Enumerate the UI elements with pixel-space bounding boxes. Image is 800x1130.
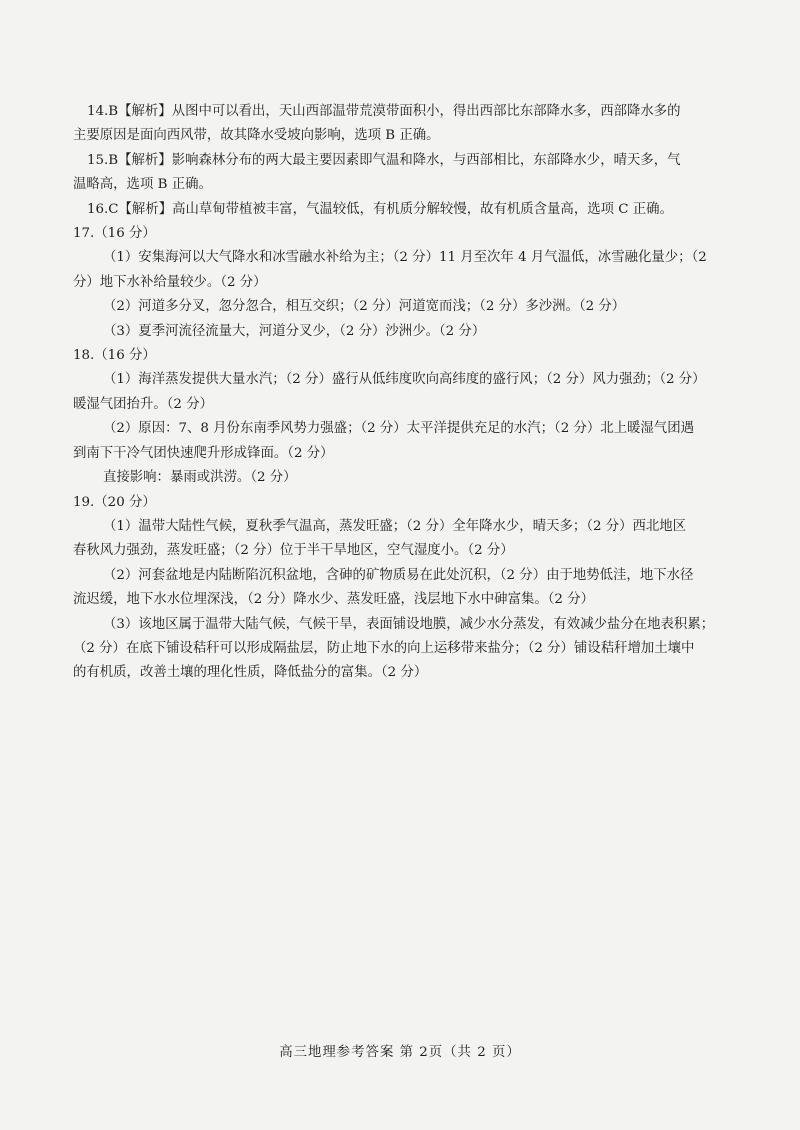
text-line: （1）安集海河以大气降水和冰雪融水补给为主；（2 分）11 月至次年 4 月气温低，冰雪融化量少；（2 — [103, 250, 707, 266]
answer-17-3 — [73, 320, 727, 344]
answer-16 — [73, 198, 727, 222]
answer-18-2 — [73, 417, 727, 466]
text-line: （3）该地区属于温带大陆气候，气候干旱，表面铺设地膜，减少水分蒸发，有效减少盐分在地表积累； — [103, 616, 715, 632]
answer-19-3 — [73, 613, 727, 686]
text-line: （1）海洋蒸发提供大量水汽；（2 分）盛行从低纬度吹向高纬度的盛行风；（2 分）风力强劲；（2 分） — [103, 372, 706, 388]
answer-17-2 — [73, 295, 727, 319]
text-line: 18.（16 分） — [73, 348, 156, 364]
answer-content — [73, 100, 727, 686]
answer-19-2 — [73, 564, 727, 613]
text-line: （2）河套盆地是内陆断陷沉积盆地，含砷的矿物质易在此处沉积，（2 分）由于地势低洼，地下水径 — [103, 567, 694, 583]
text-line: 春秋风力强劲，蒸发旺盛；（2 分）位于半干旱地区，空气湿度小。（2 分） — [73, 543, 514, 559]
text-line: （3）夏季河流径流量大，河道分叉少，（2 分）沙洲少。（2 分） — [103, 323, 486, 339]
text-line: 分）地下水补给量较少。（2 分） — [73, 274, 267, 290]
answer-14 — [73, 100, 727, 149]
text-line: 14.B【解析】从图中可以看出，天山西部温带荒漠带面积小，得出西部比东部降水多，西部降水多的 — [87, 104, 681, 119]
text-line: 暖湿气团抬升。（2 分） — [73, 396, 213, 412]
answer-18-direct — [73, 466, 727, 490]
answer-19-1 — [73, 515, 727, 564]
text-line: 流迟缓，地下水水位埋深浅，（2 分）降水少、蒸发旺盛，浅层地下水中砷富集。（2 分） — [73, 592, 594, 608]
question-19-header — [73, 491, 727, 515]
text-line: 温略高，选项 B 正确。 — [73, 177, 212, 193]
text-line: 17.（16 分） — [73, 226, 156, 242]
text-line: 15.B【解析】影响森林分布的两大最主要因素即气温和降水，与西部相比，东部降水少，晴天多，气 — [87, 152, 681, 168]
answer-15 — [73, 149, 727, 198]
question-17-header — [73, 222, 727, 246]
text-line: （2 分）在底下铺设秸秆可以形成隔盐层，防止地下水的向上运移带来盐分；（2 分）铺设秸秆增加土壤中 — [73, 640, 695, 656]
text-line: 16.C【解析】高山草甸带植被丰富，气温较低，有机质分解较慢，故有机质含量高，选项 C 正确。 — [87, 201, 673, 217]
question-18-header — [73, 344, 727, 368]
text-line: 主要原因是面向西风带，故其降水受坡向影响，选项 B 正确。 — [73, 128, 440, 144]
text-line: 19.（20 分） — [73, 494, 156, 510]
text-line: （2）原因：7、8 月份东南季风势力强盛；（2 分）太平洋提供充足的水汽；（2 分）北上暖湿气团遇 — [103, 421, 694, 437]
text-line: （2）河道多分叉，忽分忽合，相互交织；（2 分）河道宽而浅；（2 分）多沙洲。（2 分） — [103, 299, 626, 315]
text-line: 的有机质，改善土壤的理化性质，降低盐分的富集。（2 分） — [73, 665, 428, 681]
answer-18-1 — [73, 368, 727, 417]
text-line: （1）温带大陆性气候，夏秋季气温高，蒸发旺盛；（2 分）全年降水少，晴天多；（2 分）西北地区 — [103, 518, 687, 534]
text-line: 到南下干冷气团快速爬升形成锋面。（2 分） — [73, 445, 334, 461]
page-footer: 高三地理参考答案 第 2页（共 2 页） — [279, 1045, 521, 1060]
text-line: 直接影响：暴雨或洪涝。（2 分） — [103, 470, 297, 486]
answer-17-1 — [73, 246, 727, 295]
